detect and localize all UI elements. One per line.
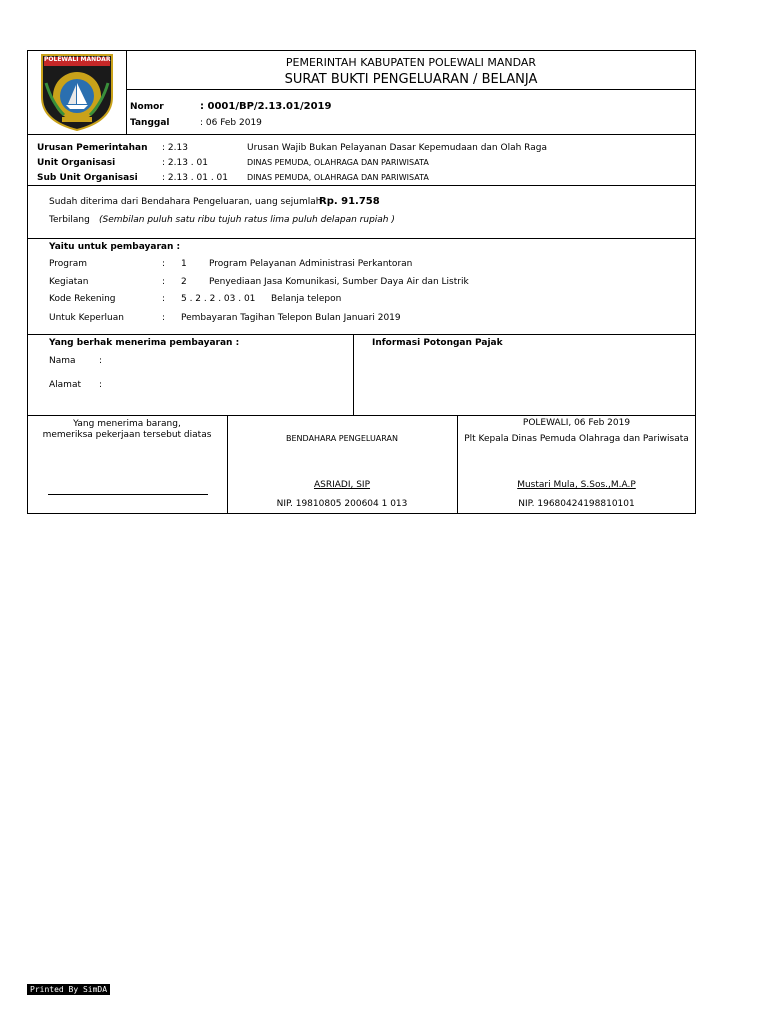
terbilang-value: (Sembilan puluh satu ribu tujuh ratus lima puluh delapan rupiah ) <box>99 215 395 225</box>
head-name: Mustari Mula, S.Sos.,M.A.P <box>517 480 636 490</box>
terbilang-label: Terbilang <box>49 215 90 225</box>
recipient-bottom-divider <box>27 415 696 416</box>
unit-code: : 2.13 . 01 <box>162 158 208 168</box>
head-nip: NIP. 19680424198810101 <box>518 499 635 509</box>
org-divider <box>27 185 696 186</box>
kegiatan-code: 2 <box>181 277 187 287</box>
amount: Rp. 91.758 <box>319 196 380 207</box>
unit-label: Unit Organisasi <box>37 158 116 168</box>
nama-label: Nama <box>49 356 76 366</box>
unit-name: DINAS PEMUDA, OLAHRAGA DAN PARIWISATA <box>247 158 429 167</box>
rekening-label: Kode Rekening <box>49 294 116 304</box>
subunit-name: DINAS PEMUDA, OLAHRAGA DAN PARIWISATA <box>247 173 429 182</box>
rekening-colon: : <box>162 294 166 304</box>
tanggal-label: Tanggal <box>130 118 170 128</box>
treasurer-nip: NIP. 19810805 200604 1 013 <box>276 499 408 509</box>
keperluan-colon: : <box>162 313 166 323</box>
head-title: Plt Kepala Dinas Pemuda Olahraga dan Pariwisata <box>464 434 689 444</box>
document-title: SURAT BUKTI PENGELUARAN / BELANJA <box>284 72 538 87</box>
kegiatan-label: Kegiatan <box>49 277 89 287</box>
regency-logo <box>36 53 118 131</box>
printed-by-badge: Printed By SimDA <box>27 984 110 995</box>
tanggal-value: : 06 Feb 2019 <box>200 118 262 128</box>
kegiatan-name: Penyediaan Jasa Komunikasi, Sumber Daya Air dan Listrik <box>209 277 469 287</box>
received-text: Sudah diterima dari Bendahara Pengeluaran, uang sejumlah <box>49 197 322 207</box>
payment-divider <box>27 334 696 335</box>
payment-heading: Yaitu untuk pembayaran : <box>49 242 181 252</box>
alamat-label: Alamat <box>49 380 81 390</box>
gov-title: PEMERINTAH KABUPATEN POLEWALI MANDAR <box>285 56 537 69</box>
rekening-code: 5 . 2 . 2 . 03 . 01 <box>181 294 256 304</box>
kegiatan-colon: : <box>162 277 166 287</box>
recipient-heading: Yang berhak menerima pembayaran : <box>49 338 240 348</box>
urusan-label: Urusan Pemerintahan <box>37 143 148 153</box>
nomor-label: Nomor <box>130 102 164 112</box>
keperluan-label: Untuk Keperluan <box>49 313 124 323</box>
recipient-divider <box>353 334 354 415</box>
subunit-code: : 2.13 . 01 . 01 <box>162 173 229 183</box>
place-date: POLEWALI, 06 Feb 2019 <box>522 418 631 428</box>
program-name: Program Pelayanan Administrasi Perkantoran <box>209 259 413 269</box>
rekening-name: Belanja telepon <box>271 294 342 304</box>
receipt-divider <box>27 238 696 239</box>
treasurer-title: BENDAHARA PENGELUARAN <box>286 434 398 443</box>
program-colon: : <box>162 259 166 269</box>
urusan-code: : 2.13 <box>162 143 188 153</box>
alamat-colon: : <box>99 380 103 390</box>
receiver-line2: memeriksa pekerjaan tersebut diatas <box>42 430 212 440</box>
nama-colon: : <box>99 356 103 366</box>
title-divider <box>126 89 696 90</box>
header-divider <box>27 134 696 135</box>
logo-text: POLEWALI MANDAR <box>44 56 111 63</box>
nomor-value: : 0001/BP/2.13.01/2019 <box>200 101 332 112</box>
receiver-line1: Yang menerima barang, <box>73 419 181 429</box>
treasurer-name: ASRIADI, SIP <box>313 480 371 490</box>
program-label: Program <box>49 259 87 269</box>
tax-heading: Informasi Potongan Pajak <box>372 338 503 348</box>
keperluan-value: Pembayaran Tagihan Telepon Bulan Januari 2019 <box>181 313 401 323</box>
program-code: 1 <box>181 259 187 269</box>
subunit-label: Sub Unit Organisasi <box>37 173 138 183</box>
urusan-name: Urusan Wajib Bukan Pelayanan Dasar Kepemudaan dan Olah Raga <box>247 143 547 153</box>
receiver-signature-line <box>48 494 208 495</box>
